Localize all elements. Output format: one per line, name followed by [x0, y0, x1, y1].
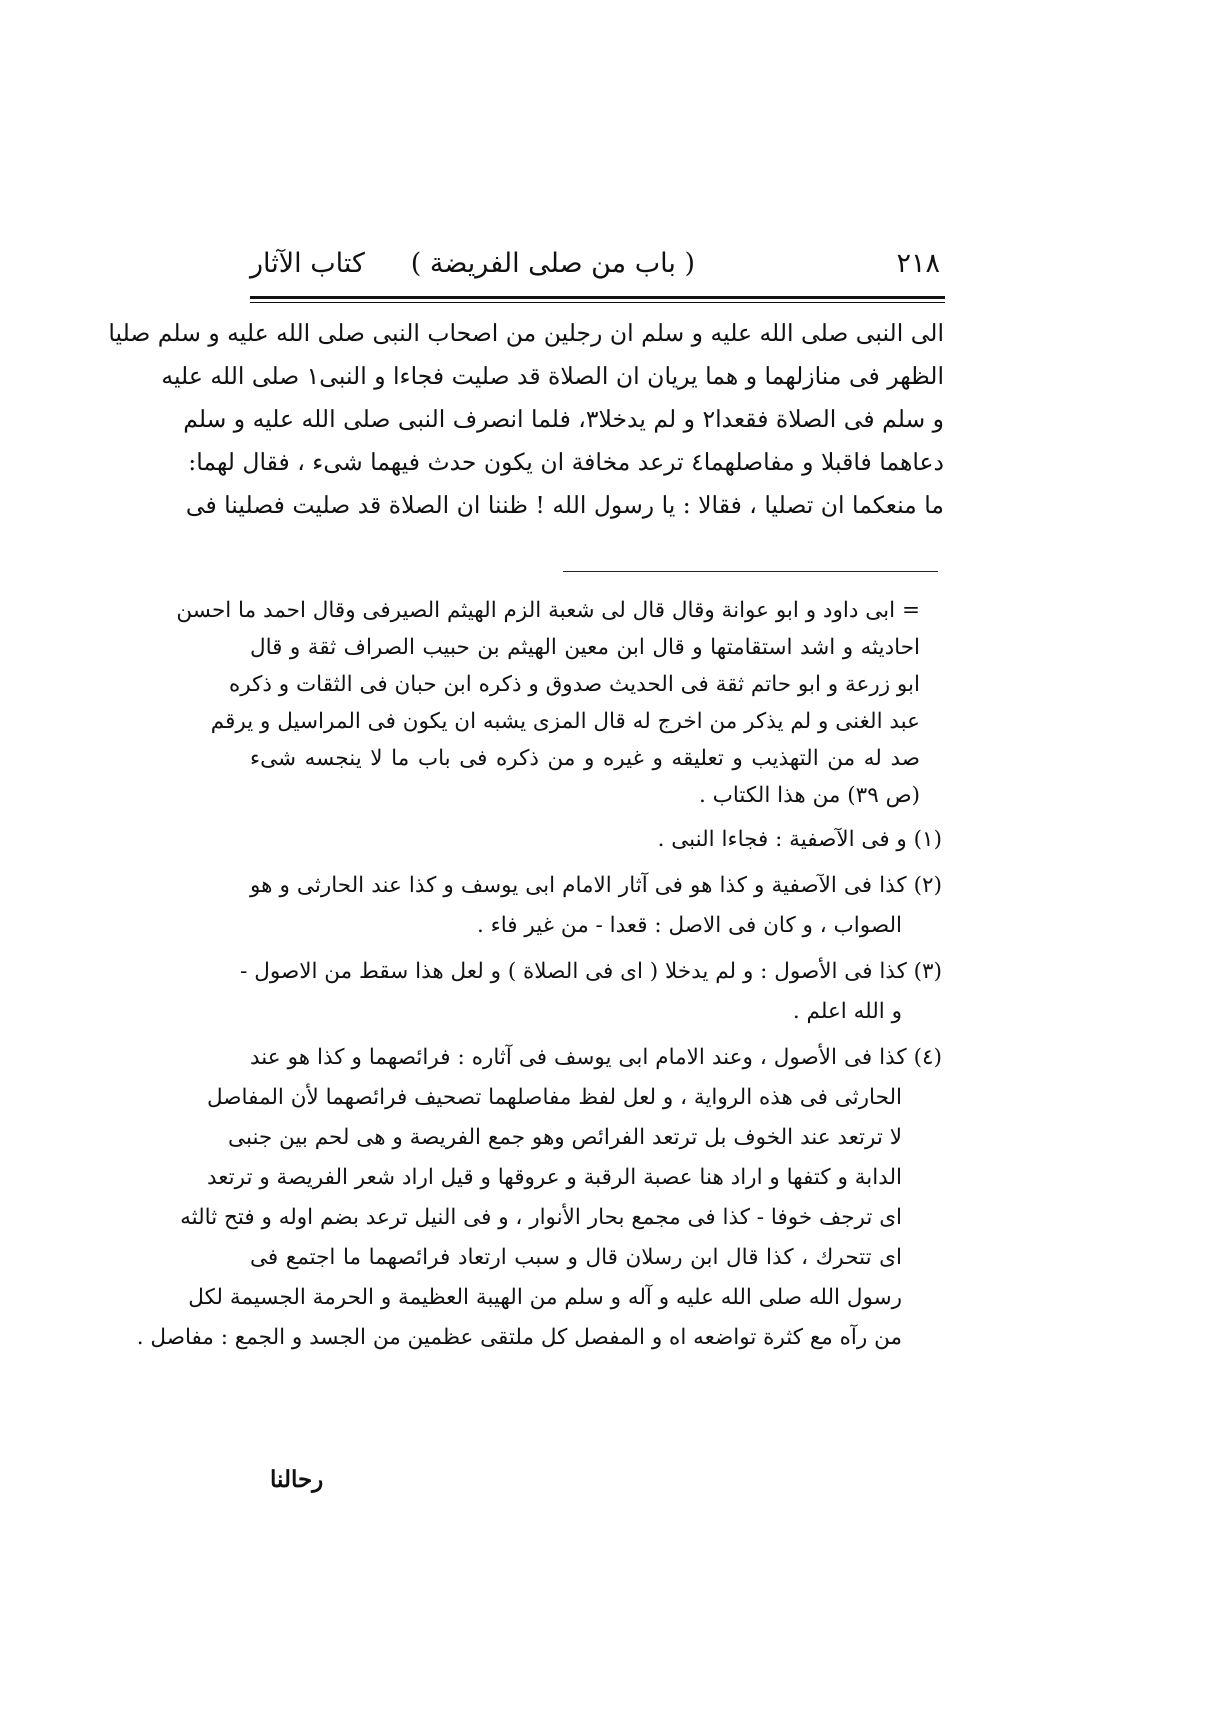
footnote-line: الحارثى فى هذه الرواية ، و لعل لفظ مفاصلهما تصحيف فرائصهما لأن المفاصل: [206, 1085, 902, 1110]
footnote-3: [240, 952, 942, 1032]
main-text-line: ما منعكما ان تصليا ، فقالا : يا رسول الله ! ظننا ان الصلاة قد صليت فصلينا فى: [185, 491, 944, 519]
footnote-separator: [563, 571, 938, 572]
footnote-4: [136, 1038, 942, 1358]
footnote-line: لا ترتعد عند الخوف بل ترتعد الفرائص وهو جمع الفريصة و هى لحم بين جنبى: [228, 1125, 902, 1150]
main-text-line: دعاهما فاقبلا و مفاصلهما٤ ترعد مخافة ان يكون حدث فيهما شىء ، فقال لهما:: [188, 448, 944, 476]
footnote-line: اى ترجف خوفا - كذا فى مجمع بحار الأنوار ، و فى النيل ترعد بضم اوله و فتح ثالثه: [180, 1205, 902, 1230]
footnote-line: و الله اعلم .: [792, 999, 902, 1024]
footnote-line: (١) و فى الآصفية : فجاءا النبى .: [657, 827, 942, 852]
main-text-line: و سلم فى الصلاة فقعدا٢ و لم يدخلا٣، فلما انصرف النبى صلى الله عليه و سلم: [183, 405, 944, 433]
footnote-2: [250, 866, 942, 946]
footnote-line: احاديثه و اشد استقامتها و قال ابن معين الهيثم بن حبيب الصراف ثقة و قال: [250, 635, 920, 660]
page-number: ٢١٨: [896, 248, 940, 279]
main-text-line: الى النبى صلى الله عليه و سلم ان رجلين من اصحاب النبى صلى الله عليه و سلم صليا: [108, 319, 944, 347]
footnote-line: (٢) كذا فى الآصفية و كذا هو فى آثار الامام ابى يوسف و كذا عند الحارثى و هو: [250, 873, 942, 898]
book-title: كتاب الآثار: [250, 248, 365, 279]
footnote-line: صد له من التهذيب و تعليقه و غيره و من ذكره فى باب ما لا ينجسه شىء: [250, 746, 920, 771]
footnote-line: الصواب ، و كان فى الاصل : قعدا - من غير فاء .: [476, 913, 902, 938]
footnote-1: [250, 820, 942, 860]
footnote-line: (٣) كذا فى الأصول : و لم يدخلا ( اى فى الصلاة ) و لعل هذا سقط من الاصول -: [240, 959, 942, 984]
footnote-line: = ابى داود و ابو عوانة وقال قال لى شعبة الزم الهيثم الصيرفى وقال احمد ما احسن: [176, 598, 920, 623]
main-text: [108, 312, 944, 527]
header-rule-thick: [250, 296, 945, 299]
footnote-line: ابو زرعة و ابو حاتم ثقة فى الحديث صدوق و ذكره ابن حبان فى الثقات و ذكره: [228, 672, 920, 697]
footnotes-section: [136, 592, 942, 1358]
page-header: [250, 248, 940, 294]
footnote-line: الدابة و كتفها و اراد هنا عصبة الرقبة و عروقها و قيل اراد شعر الفريصة و ترتعد: [207, 1165, 902, 1190]
catchword: رحالنا: [270, 1466, 324, 1493]
footnote-line: عبد الغنى و لم يذكر من اخرج له قال المزى يشبه ان يكون فى المراسيل و يرقم: [210, 709, 920, 734]
footnote-line: رسول الله صلى الله عليه و آله و سلم من الهيبة العظيمة و الحرمة الجسيمة لكل: [188, 1285, 902, 1310]
footnote-continuation: [176, 592, 942, 814]
main-text-line: الظهر فى منازلهما و هما يريان ان الصلاة قد صليت فجاءا و النبى١ صلى الله عليه: [161, 362, 944, 390]
chapter-heading: ( باب من صلى الفريضة ): [410, 248, 695, 279]
footnote-line: اى تتحرك ، كذا قال ابن رسلان قال و سبب ارتعاد فرائصهما ما اجتمع فى: [250, 1245, 902, 1270]
header-rule-thin: [250, 302, 945, 303]
footnote-line: (ص ٣٩) من هذا الكتاب .: [698, 783, 920, 808]
footnote-line: (٤) كذا فى الأصول ، وعند الامام ابى يوسف فى آثاره : فرائصهما و كذا هو عند: [250, 1045, 942, 1070]
footnote-line: من رآه مع كثرة تواضعه اه و المفصل كل ملتقى عظمين من الجسد و الجمع : مفاصل .: [136, 1325, 902, 1350]
